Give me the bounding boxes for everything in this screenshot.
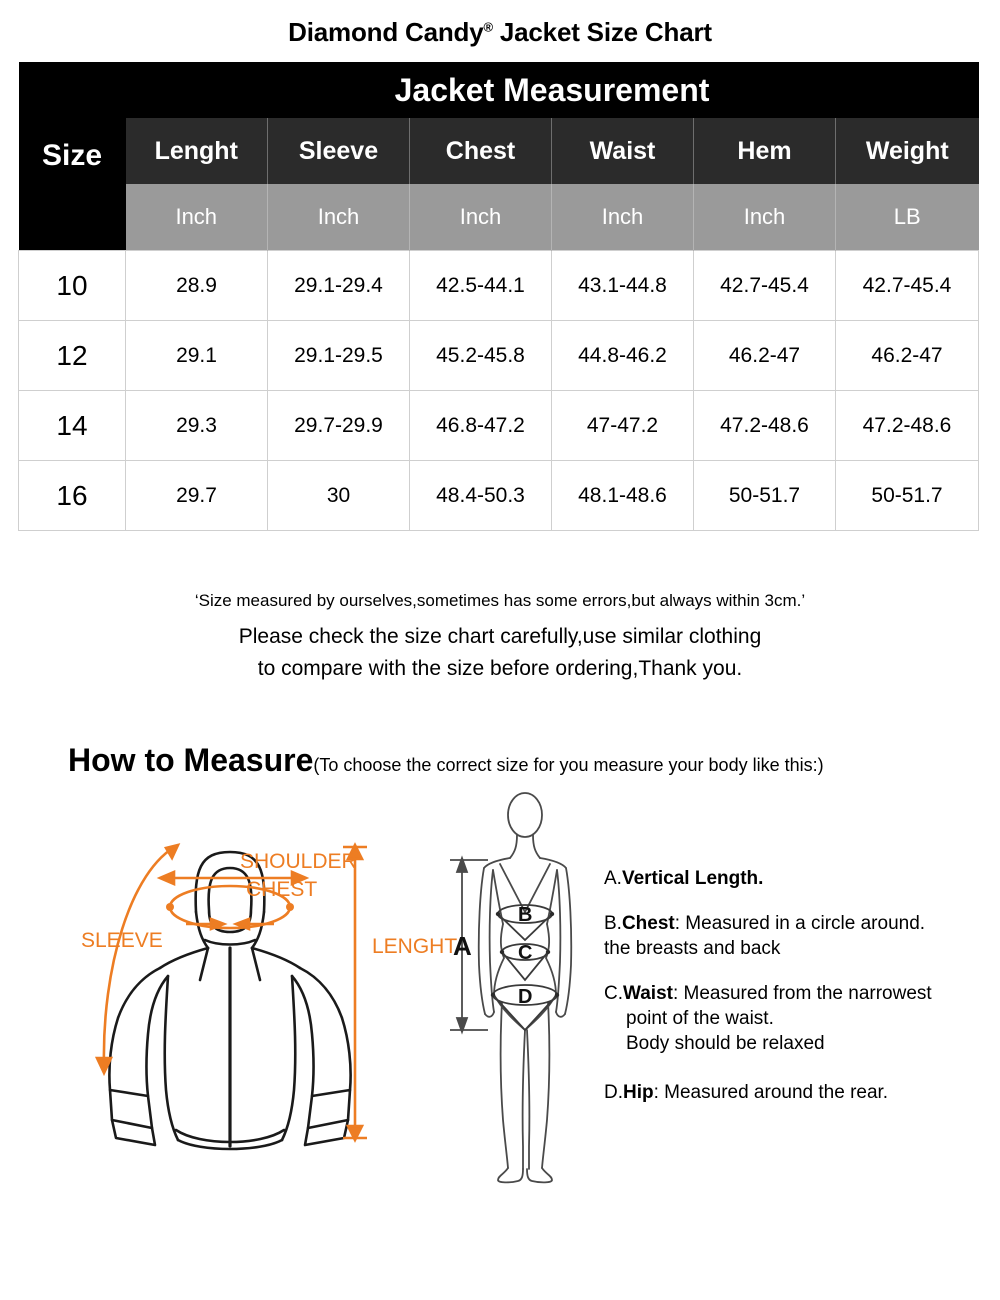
cell-hem: 46.2-47 [694, 321, 836, 391]
header-cell-lenght: Lenght [126, 118, 268, 184]
header-cell-weight: Weight [836, 118, 979, 184]
disclaimer-notes [0, 588, 1000, 685]
cell-hem: 50-51.7 [694, 461, 836, 531]
table-header [19, 62, 979, 251]
legend-c-text: : Measured from the narrowest [672, 983, 932, 1004]
cell-sleeve: 30 [268, 461, 410, 531]
cell-waist: 43.1-44.8 [552, 251, 694, 321]
note-line-1: ‘Size measured by ourselves,sometimes has some errors,but always within 3cm.’ [194, 591, 806, 610]
unit-cell-weight: LB [836, 184, 979, 251]
legend-item-c [604, 981, 989, 1056]
cell-waist: 44.8-46.2 [552, 321, 694, 391]
header-cell-group: Jacket Measurement [126, 62, 979, 118]
label-chest: CHEST [246, 878, 318, 901]
header-cell-waist: Waist [552, 118, 694, 184]
legend-item-b [604, 911, 989, 961]
title-rest: Jacket Size Chart [492, 17, 712, 47]
cell-weight: 50-51.7 [836, 461, 979, 531]
cell-lenght: 28.9 [126, 251, 268, 321]
registered-trademark-icon: ® [483, 19, 493, 35]
cell-chest: 48.4-50.3 [410, 461, 552, 531]
header-cell-size: Size [19, 62, 126, 251]
cell-hem: 47.2-48.6 [694, 391, 836, 461]
legend-c-term: Waist [623, 983, 673, 1004]
cell-lenght: 29.1 [126, 321, 268, 391]
unit-cell-lenght: Inch [126, 184, 268, 251]
how-to-measure-heading [68, 742, 824, 779]
table-header-row-group [19, 62, 979, 118]
header-cell-hem: Hem [694, 118, 836, 184]
header-cell-chest: Chest [410, 118, 552, 184]
body-label-c: C [518, 942, 533, 964]
how-to-measure-subtitle: (To choose the correct size for you measure your body like this:) [313, 755, 824, 775]
legend-d-term: Hip [623, 1082, 654, 1103]
body-label-b: B [518, 904, 533, 926]
legend-d-text: : Measured around the rear. [653, 1082, 889, 1103]
legend-a-key: A. [604, 868, 622, 889]
table-header-row-units [19, 184, 979, 251]
table-row [19, 251, 979, 321]
cell-sleeve: 29.7-29.9 [268, 391, 410, 461]
legend-b-key: B. [604, 913, 622, 934]
label-lenght: LENGHT [372, 935, 458, 958]
cell-sleeve: 29.1-29.5 [268, 321, 410, 391]
lenght-measure-arrow [343, 845, 367, 1140]
cell-hem: 42.7-45.4 [694, 251, 836, 321]
unit-cell-sleeve: Inch [268, 184, 410, 251]
legend-item-a [604, 866, 989, 891]
legend-a-term: Vertical Length. [621, 868, 764, 889]
unit-cell-chest: Inch [410, 184, 552, 251]
legend-b-text: : Measured in a circle around. [674, 913, 926, 934]
label-shoulder: SHOULDER [240, 850, 357, 873]
table-row [19, 321, 979, 391]
table-header-row-columns [19, 118, 979, 184]
brand-name: Diamond Candy [288, 17, 484, 47]
cell-waist: 48.1-48.6 [552, 461, 694, 531]
table-body [19, 251, 979, 531]
cell-chest: 45.2-45.8 [410, 321, 552, 391]
table-row [19, 391, 979, 461]
header-cell-sleeve: Sleeve [268, 118, 410, 184]
jacket-diagram [0, 790, 460, 1190]
jacket-measure-annotations [97, 845, 367, 1140]
legend-c-text3: Body should be relaxed [626, 1033, 825, 1054]
size-chart-table [18, 62, 979, 531]
cell-size: 14 [19, 391, 126, 461]
note-line-3: to compare with the size before ordering,Thank you. [257, 657, 743, 680]
legend-item-d [604, 1080, 989, 1105]
page-title [0, 17, 1000, 48]
table-row [19, 461, 979, 531]
legend-d-key: D. [604, 1082, 623, 1103]
note-line-2: Please check the size chart carefully,use similar clothing [238, 625, 762, 648]
cell-lenght: 29.7 [126, 461, 268, 531]
cell-size: 16 [19, 461, 126, 531]
how-to-measure-title: How to Measure [68, 742, 314, 778]
cell-sleeve: 29.1-29.4 [268, 251, 410, 321]
cell-chest: 42.5-44.1 [410, 251, 552, 321]
unit-cell-waist: Inch [552, 184, 694, 251]
cell-weight: 47.2-48.6 [836, 391, 979, 461]
cell-chest: 46.8-47.2 [410, 391, 552, 461]
legend-c-text2: point of the waist. [626, 1008, 774, 1029]
measurement-legend [604, 866, 989, 1105]
cell-waist: 47-47.2 [552, 391, 694, 461]
cell-weight: 46.2-47 [836, 321, 979, 391]
unit-cell-hem: Inch [694, 184, 836, 251]
cell-size: 10 [19, 251, 126, 321]
label-sleeve: SLEEVE [81, 929, 163, 952]
cell-weight: 42.7-45.4 [836, 251, 979, 321]
legend-b-term: Chest [621, 913, 675, 934]
legend-c-key: C. [604, 983, 623, 1004]
body-label-a: A [453, 931, 472, 961]
legend-b-text2: the breasts and back [604, 938, 781, 959]
cell-size: 12 [19, 321, 126, 391]
body-label-d: D [518, 986, 533, 1008]
body-diagram [440, 790, 610, 1190]
cell-lenght: 29.3 [126, 391, 268, 461]
